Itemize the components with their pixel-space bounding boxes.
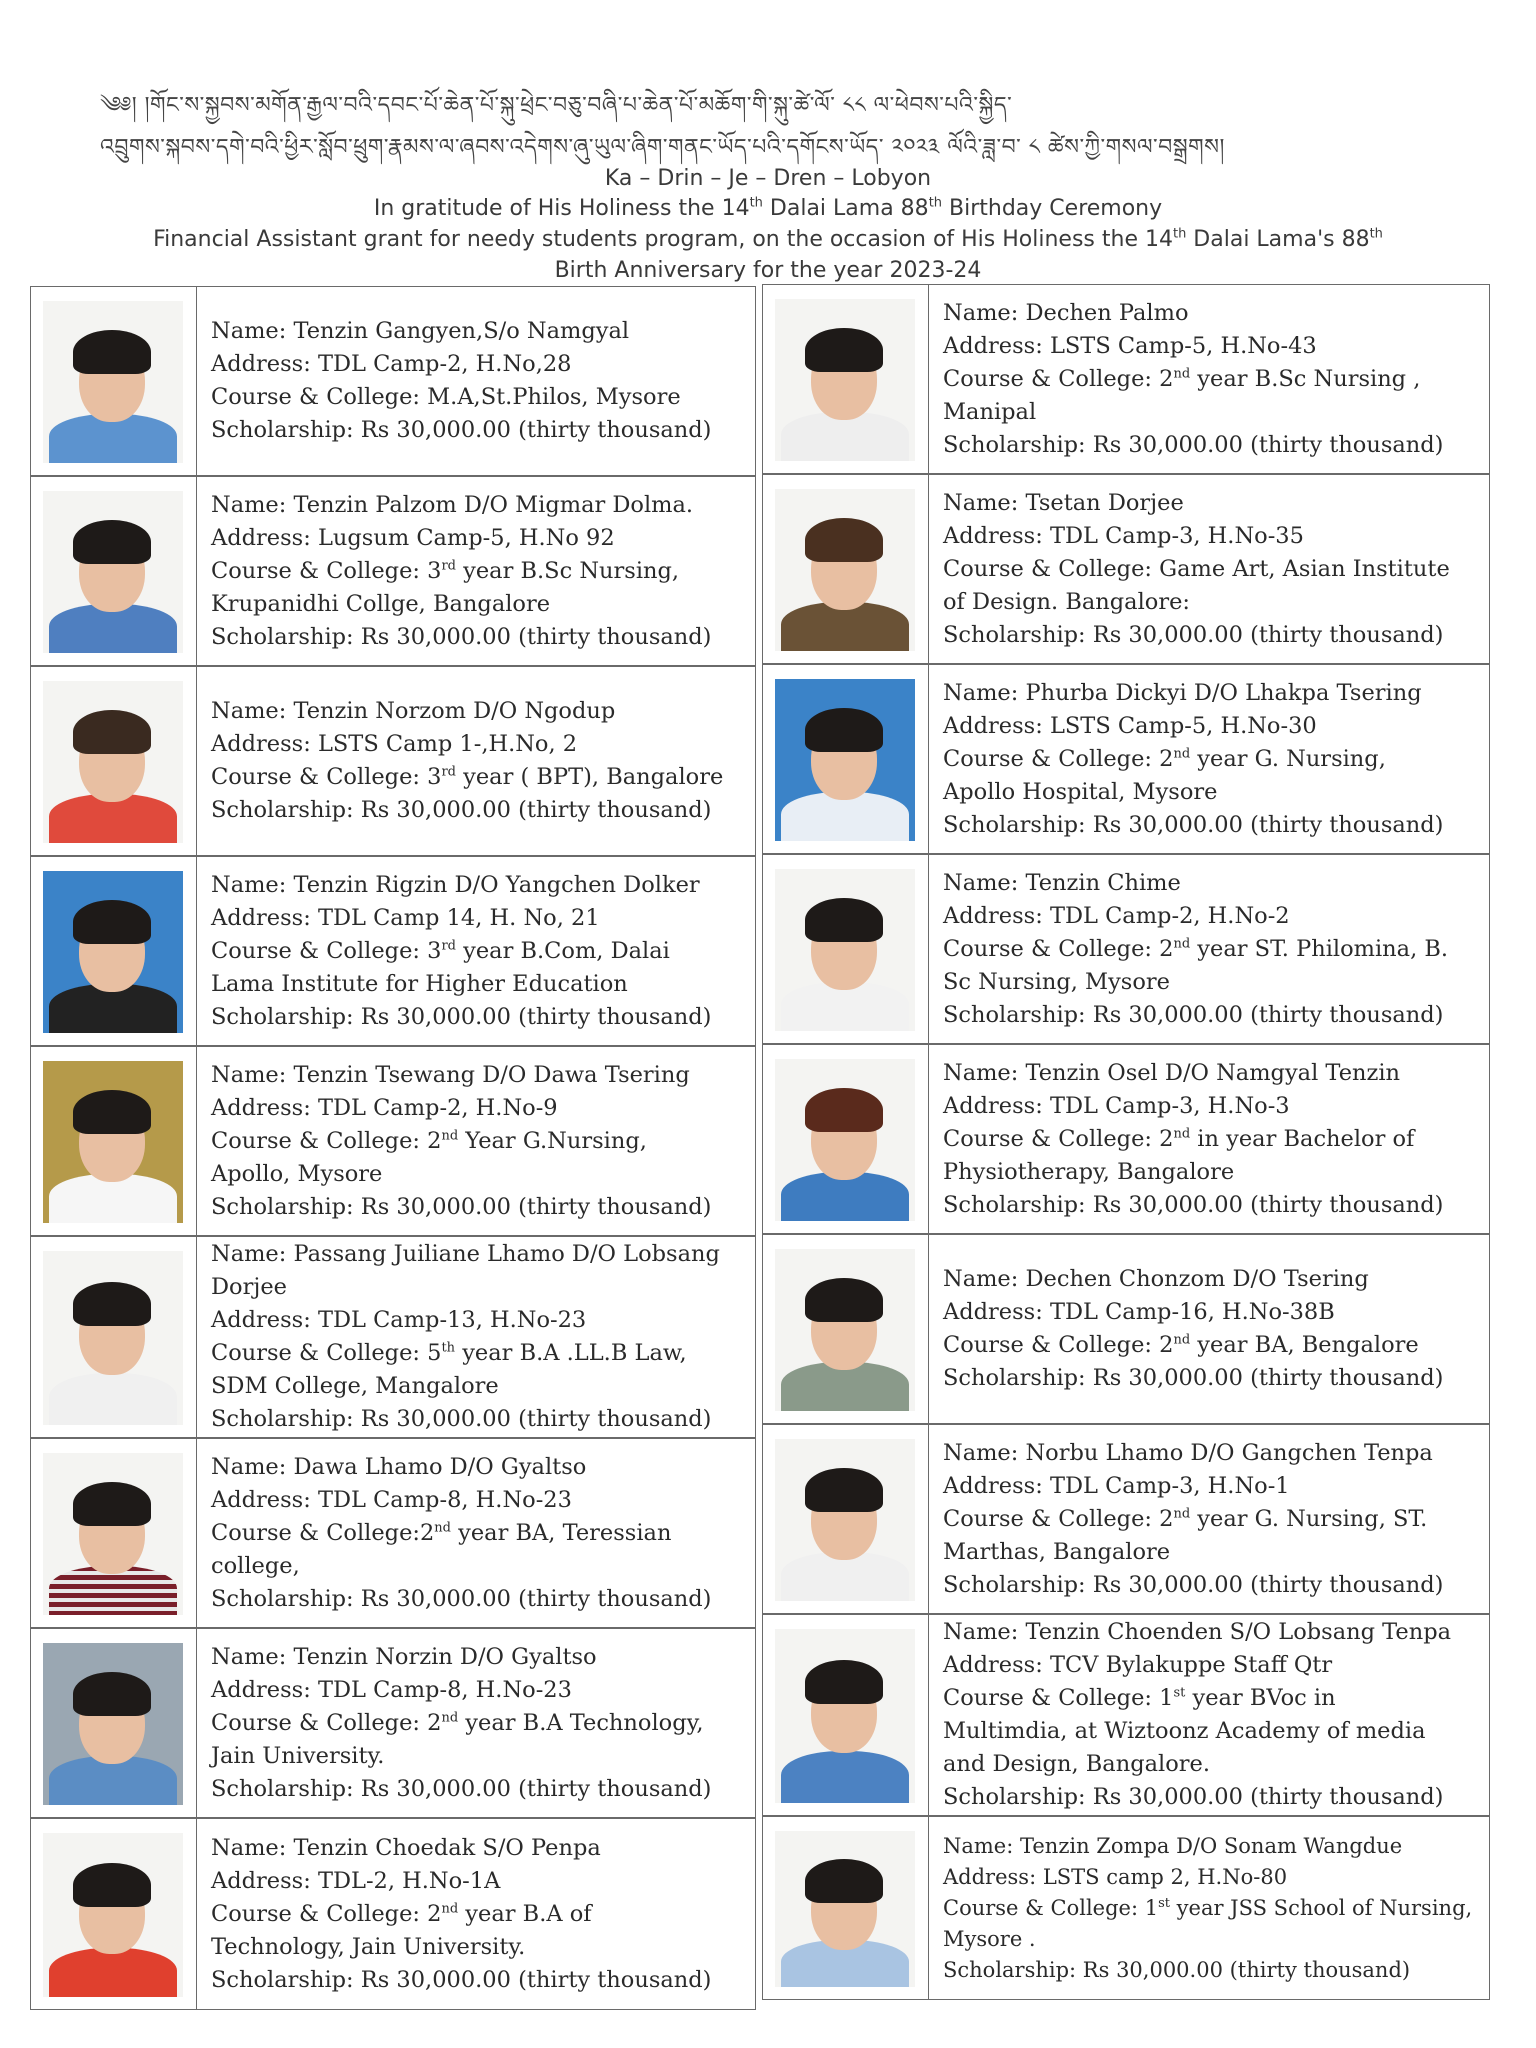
student-college: SDM College, Mangalore (211, 1373, 499, 1399)
student-info (943, 1817, 1481, 1999)
student-address: Address: TDL Camp-2, H.No,28 (211, 351, 572, 377)
student-scholarship: Scholarship: Rs 30,000.00 (thirty thousand) (211, 1775, 712, 1802)
photo-cell (763, 475, 929, 663)
student-course: Course & College: 2nd year ST. Philomina, B. (943, 935, 1449, 962)
photo-cell (31, 1237, 197, 1437)
photo-cell (763, 1817, 929, 1999)
student-name-continued: Dorjee (211, 1274, 287, 1300)
student-course: Course & College: 3rd year B.Com, Dalai (211, 937, 670, 964)
student-address: Address: LSTS Camp 1-,H.No, 2 (211, 731, 578, 757)
student-info (211, 1047, 747, 1235)
student-photo (43, 1643, 183, 1805)
student-scholarship: Scholarship: Rs 30,000.00 (thirty thousand) (943, 1571, 1444, 1598)
student-info (211, 287, 747, 475)
student-course: Course & College: 2nd year G. Nursing, ST. (943, 1505, 1428, 1532)
student-scholarship: Scholarship: Rs 30,000.00 (thirty thousand) (211, 1193, 712, 1220)
student-college: of Design. Bangalore: (943, 588, 1190, 615)
photo-cell (763, 1235, 929, 1423)
student-name: Name: Phurba Dickyi D/O Lhakpa Tsering (943, 679, 1422, 706)
student-name: Name: Tenzin Norzin D/O Gyaltso (211, 1643, 597, 1670)
student-photo (775, 1059, 915, 1221)
student-card (30, 1818, 756, 2010)
student-photo (775, 489, 915, 651)
student-college: college, (211, 1552, 300, 1579)
student-college: Manipal (943, 398, 1037, 425)
student-address: Address: LSTS Camp-5, H.No-43 (943, 332, 1317, 359)
student-address: Address: TDL Camp-16, H.No-38B (943, 1299, 1335, 1325)
student-name: Name: Dawa Lhamo D/O Gyaltso (211, 1453, 587, 1480)
student-course: Course & College: Game Art, Asian Institute (943, 555, 1450, 582)
student-card (762, 284, 1490, 474)
student-college: Marthas, Bangalore (943, 1538, 1171, 1565)
student-scholarship: Scholarship: Rs 30,000.00 (thirty thousand) (943, 1191, 1444, 1218)
student-scholarship: Scholarship: Rs 30,000.00 (thirty thousand) (943, 1001, 1444, 1028)
student-course: Course & College: 2nd year B.A of (211, 1900, 592, 1927)
student-name: Name: Norbu Lhamo D/O Gangchen Tenpa (943, 1439, 1433, 1466)
title-line-4: Birth Anniversary for the year 2023-24 (554, 258, 982, 283)
photo-cell (763, 1045, 929, 1233)
student-photo (775, 1439, 915, 1601)
student-name: Name: Tsetan Dorjee (943, 489, 1184, 516)
student-name: Name: Tenzin Osel D/O Namgyal Tenzin (943, 1059, 1401, 1086)
student-college-continued: and Design, Bangalore. (943, 1751, 1210, 1777)
student-course: Course & College: 1st year JSS School of Nursing, (943, 1895, 1473, 1920)
student-name: Name: Dechen Chonzom D/O Tsering (943, 1266, 1369, 1292)
student-college: Lama Institute for Higher Education (211, 970, 628, 997)
student-name: Name: Tenzin Palzom D/O Migmar Dolma. (211, 491, 694, 518)
student-info (211, 857, 747, 1045)
student-name: Name: Tenzin Gangyen,S/o Namgyal (211, 318, 630, 344)
student-course: Course & College: 3rd year B.Sc Nursing, (211, 557, 680, 584)
student-photo (43, 1061, 183, 1223)
student-course: Course & College: 2nd year B.A Technology, (211, 1709, 704, 1736)
student-photo (43, 681, 183, 843)
student-info (943, 665, 1481, 853)
student-name: Name: Dechen Palmo (943, 299, 1189, 326)
student-card (762, 1816, 1490, 2000)
student-photo (43, 1453, 183, 1615)
photo-cell (763, 665, 929, 853)
title-line-1: Ka – Drin – Je – Dren – Lobyon (604, 166, 932, 191)
student-name: Name: Tenzin Choenden S/O Lobsang Tenpa (943, 1619, 1452, 1645)
title-line-2: In gratitude of His Holiness the 14th Dalai Lama 88th Birthday Ceremony (373, 195, 1163, 221)
student-address: Address: LSTS Camp-5, H.No-30 (943, 712, 1317, 739)
student-college: Physiotherapy, Bangalore (943, 1158, 1235, 1185)
student-photo (775, 679, 915, 841)
student-course: Course & College: 2nd in year Bachelor of (943, 1125, 1415, 1152)
student-photo (43, 1833, 183, 1997)
student-address: Address: Lugsum Camp-5, H.No 92 (211, 524, 615, 551)
student-address: Address: TDL Camp-3, H.No-35 (943, 522, 1304, 549)
student-photo (775, 1249, 915, 1411)
student-card (30, 1628, 756, 1818)
tibetan-title-line-1: ༄༅། །གོང་ས་སྐྱབས་མགོན་རྒྱལ་བའི་དབང་པོ་ཆེན་པོ་སྐུ་ཕྲེང་བཅུ་བཞི་པ་ཆེན་པོ་མཆོག་གི་སྐུ་ཚེ་ལོ་ ༨༨ ལ་ཕེབས་པའི་སྐྱིད་ (100, 93, 1013, 118)
student-card (762, 1234, 1490, 1424)
student-card (30, 476, 756, 666)
student-photo (775, 1831, 915, 1987)
student-course: Course & College: 2nd year BA, Bengalore (943, 1332, 1419, 1358)
student-card (30, 286, 756, 476)
student-scholarship: Scholarship: Rs 30,000.00 (thirty thousand) (211, 1966, 712, 1993)
photo-cell (31, 477, 197, 665)
photo-cell (31, 1047, 197, 1235)
student-college: Multimdia, at Wiztoonz Academy of media (943, 1718, 1426, 1744)
student-name: Name: Tenzin Rigzin D/O Yangchen Dolker (211, 871, 700, 898)
student-photo (775, 299, 915, 461)
student-card (30, 1046, 756, 1236)
student-info (943, 1615, 1481, 1815)
student-scholarship: Scholarship: Rs 30,000.00 (thirty thousand) (943, 1784, 1444, 1810)
student-scholarship: Scholarship: Rs 30,000.00 (thirty thousand) (943, 621, 1444, 648)
student-scholarship: Scholarship: Rs 30,000.00 (thirty thousand) (943, 811, 1444, 838)
student-card (762, 664, 1490, 854)
photo-cell (31, 1439, 197, 1627)
photo-cell (31, 1629, 197, 1817)
student-address: Address: TDL Camp-3, H.No-1 (943, 1472, 1290, 1499)
student-address: Address: TDL Camp-2, H.No-2 (943, 902, 1290, 929)
student-course: Course & College: 2nd Year G.Nursing, (211, 1127, 647, 1154)
student-card (30, 1236, 756, 1438)
photo-cell (763, 285, 929, 473)
student-info (211, 1237, 747, 1437)
student-card (30, 856, 756, 1046)
student-info (211, 1819, 747, 2009)
student-college: Jain University. (211, 1742, 385, 1769)
student-address: Address: TDL-2, H.No-1A (211, 1867, 501, 1894)
student-photo (43, 1251, 183, 1425)
student-scholarship: Scholarship: Rs 30,000.00 (thirty thousand) (211, 417, 712, 443)
student-card (762, 1614, 1490, 1816)
photo-cell (763, 855, 929, 1043)
student-info (943, 475, 1481, 663)
student-college: Sc Nursing, Mysore (943, 968, 1170, 995)
student-name: Name: Tenzin Zompa D/O Sonam Wangdue (943, 1833, 1403, 1858)
student-info (943, 1045, 1481, 1233)
student-scholarship: Scholarship: Rs 30,000.00 (thirty thousand) (211, 1406, 712, 1432)
student-course: Course & College: M.A,St.Philos, Mysore (211, 384, 681, 410)
student-college: Krupanidhi Collge, Bangalore (211, 590, 551, 617)
student-course: Course & College: 3rd year ( BPT), Bangalore (211, 764, 724, 790)
student-card (762, 1424, 1490, 1614)
student-card (762, 474, 1490, 664)
student-name: Name: Tenzin Choedak S/O Penpa (211, 1834, 601, 1861)
tibetan-title-line-2: འབྲུགས་སྐབས་དགེ་བའི་ཕྱིར་སློབ་ཕྲུག་རྣམས་ལ་ཞབས་འདེགས་ཞུ་ཡུལ་ཞིག་གནང་ཡོད་པའི་དགོངས་ཡོད་ ༢༠༢༣ ལོའི་ཟླ་བ་ ༨ ཚེས་ཀྱི་གསལ་བསྒྲགས། (100, 135, 1225, 160)
photo-cell (763, 1425, 929, 1613)
student-name: Name: Tenzin Norzom D/O Ngodup (211, 698, 616, 724)
document-header (0, 0, 1536, 288)
student-address: Address: TDL Camp-2, H.No-9 (211, 1094, 558, 1121)
student-address: Address: LSTS camp 2, H.No-80 (943, 1864, 1288, 1889)
student-address: Address: TDL Camp-8, H.No-23 (211, 1486, 572, 1513)
student-card (762, 854, 1490, 1044)
student-photo (43, 871, 183, 1033)
photo-cell (31, 667, 197, 855)
photo-cell (763, 1615, 929, 1815)
student-card (762, 1044, 1490, 1234)
student-college: Apollo, Mysore (211, 1160, 383, 1187)
title-line-3: Financial Assistant grant for needy students program, on the occasion of His Holiness the 14th Dalai Lama's 88th (153, 226, 1383, 252)
student-course: Course & College: 1st year BVoc in (943, 1685, 1336, 1711)
student-info (211, 1439, 747, 1627)
student-college: Mysore . (943, 1926, 1036, 1951)
student-name: Name: Tenzin Chime (943, 869, 1181, 896)
student-course: Course & College:2nd year BA, Teressian (211, 1519, 672, 1546)
student-college: Apollo Hospital, Mysore (943, 778, 1218, 805)
student-name: Name: Tenzin Tsewang D/O Dawa Tsering (211, 1061, 690, 1088)
student-info (943, 855, 1481, 1043)
student-name: Name: Passang Juiliane Lhamo D/O Lobsang (211, 1241, 720, 1267)
student-info (211, 1629, 747, 1817)
student-photo (43, 491, 183, 653)
student-scholarship: Scholarship: Rs 30,000.00 (thirty thousand) (943, 1957, 1411, 1982)
student-photo (775, 869, 915, 1031)
student-address: Address: TDL Camp 14, H. No, 21 (211, 904, 600, 931)
student-scholarship: Scholarship: Rs 30,000.00 (thirty thousand) (211, 797, 712, 823)
student-scholarship: Scholarship: Rs 30,000.00 (thirty thousand) (211, 1003, 712, 1030)
student-info (211, 667, 747, 855)
student-info (943, 285, 1481, 473)
student-address: Address: TCV Bylakuppe Staff Qtr (943, 1652, 1333, 1678)
student-info (943, 1425, 1481, 1613)
student-course: Course & College: 5th year B.A .LL.B Law, (211, 1340, 687, 1366)
student-scholarship: Scholarship: Rs 30,000.00 (thirty thousand) (943, 431, 1444, 458)
student-course: Course & College: 2nd year B.Sc Nursing , (943, 365, 1421, 392)
student-photo (43, 301, 183, 463)
student-info (211, 477, 747, 665)
student-scholarship: Scholarship: Rs 30,000.00 (thirty thousand) (943, 1365, 1444, 1391)
student-photo (775, 1629, 915, 1803)
photo-cell (31, 857, 197, 1045)
student-address: Address: TDL Camp-8, H.No-23 (211, 1676, 572, 1703)
student-address: Address: TDL Camp-3, H.No-3 (943, 1092, 1290, 1119)
student-college: Technology, Jain University. (211, 1933, 526, 1960)
photo-cell (31, 1819, 197, 2009)
student-info (943, 1235, 1481, 1423)
photo-cell (31, 287, 197, 475)
student-card (30, 666, 756, 856)
student-card (30, 1438, 756, 1628)
student-address: Address: TDL Camp-13, H.No-23 (211, 1307, 587, 1333)
student-scholarship: Scholarship: Rs 30,000.00 (thirty thousand) (211, 1585, 712, 1612)
student-course: Course & College: 2nd year G. Nursing, (943, 745, 1386, 772)
student-scholarship: Scholarship: Rs 30,000.00 (thirty thousand) (211, 623, 712, 650)
